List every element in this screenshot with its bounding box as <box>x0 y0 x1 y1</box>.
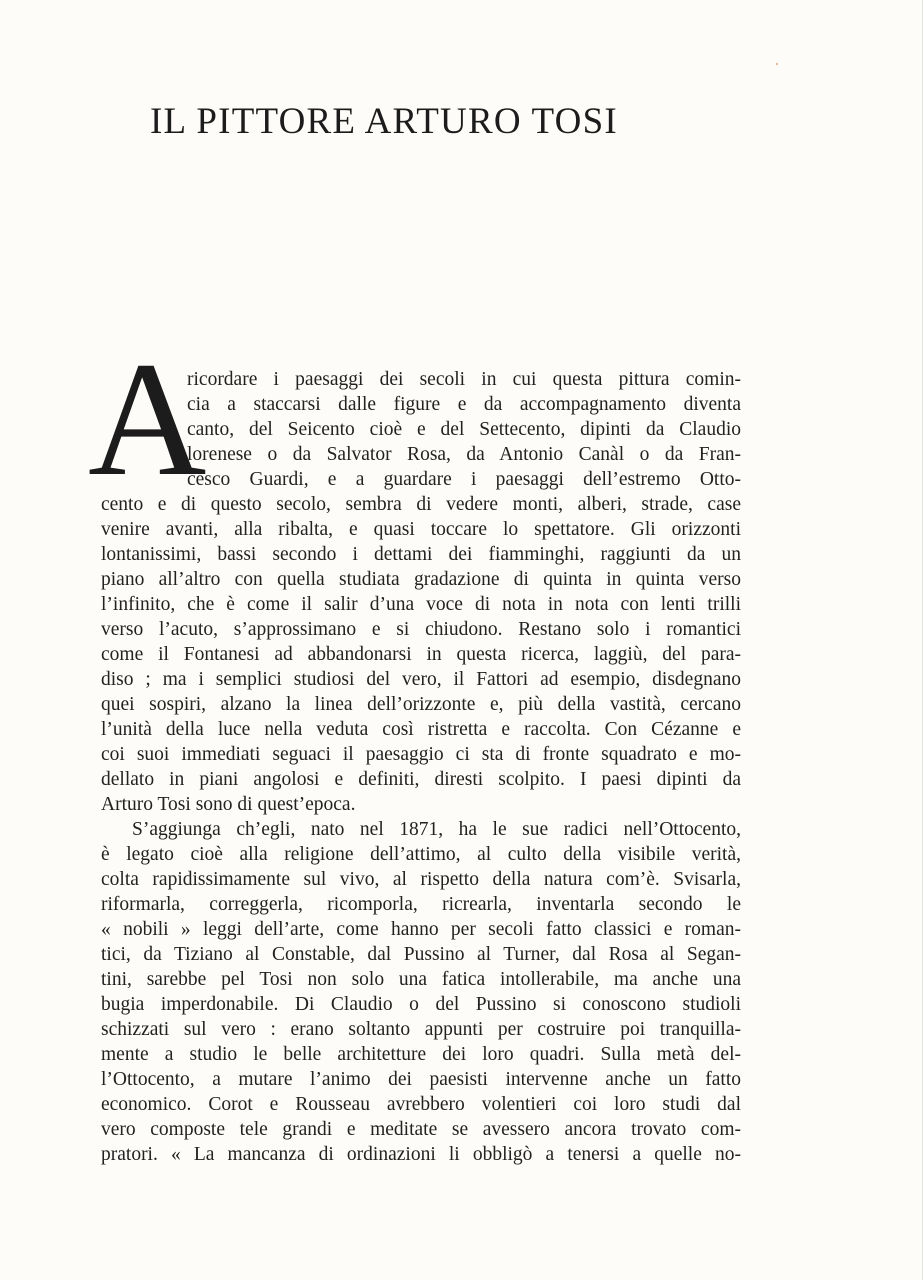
text-line: schizzati sul vero : erano soltanto appunti per costruire poi tranquilla- <box>101 1019 741 1040</box>
text-line: pratori. « La mancanza di ordinazioni li obbligò a tenersi a quelle no- <box>101 1144 741 1165</box>
text-line: ricordare i paesaggi dei secoli in cui questa pittura comin- <box>187 369 741 390</box>
text-line: riformarla, correggerla, ricomporla, ricrearla, inventarla secondo le <box>101 894 741 915</box>
text-line: « nobili » leggi dell’arte, come hanno per secoli fatto classici e roman- <box>101 919 741 940</box>
text-line: colta rapidissimamente sul vivo, al rispetto della natura com’è. Svisarla, <box>101 869 741 890</box>
text-line: coi suoi immediati seguaci il paesaggio ci sta di fronte squadrato e mo- <box>101 744 741 765</box>
text-line: cia a staccarsi dalle figure e da accompagnamento diventa <box>187 394 741 415</box>
text-line: economico. Corot e Rousseau avrebbero volentieri coi loro studi dal <box>101 1094 741 1115</box>
text-line: cesco Guardi, e a guardare i paesaggi dell’estremo Otto- <box>187 469 741 490</box>
text-line: venire avanti, alla ribalta, e quasi toccare lo spettatore. Gli orizzonti <box>101 519 741 540</box>
text-line: S’aggiunga ch’egli, nato nel 1871, ha le sue radici nell’Ottocento, <box>132 819 741 840</box>
text-line: l’unità della luce nella veduta così ristretta e raccolta. Con Cézanne e <box>101 719 741 740</box>
text-line: Arturo Tosi sono di quest’epoca. <box>101 794 356 815</box>
text-line: lorenese o da Salvator Rosa, da Antonio Canàl o da Fran- <box>187 444 741 465</box>
text-line: è legato cioè alla religione dell’attimo, al culto della visibile verità, <box>101 844 741 865</box>
text-line: cento e di questo secolo, sembra di vedere monti, alberi, strade, case <box>101 494 741 515</box>
text-line: lontanissimi, bassi secondo i dettami dei fiamminghi, raggiunti da un <box>101 544 741 565</box>
page-speck <box>776 63 778 65</box>
text-line: bugia imperdonabile. Di Claudio o del Pussino si conoscono studioli <box>101 994 741 1015</box>
text-line: l’infinito, che è come il salir d’una voce di nota in nota con lenti trilli <box>101 594 741 615</box>
text-line: diso ; ma i semplici studiosi del vero, il Fattori ad esempio, disdegnano <box>101 669 741 690</box>
text-line: piano all’altro con quella studiata gradazione di quinta in quinta verso <box>101 569 741 590</box>
text-line: quei sospiri, alzano la linea dell’orizzonte e, più della vastità, cercano <box>101 694 741 715</box>
text-line: mente a studio le belle architetture dei loro quadri. Sulla metà del- <box>101 1044 741 1065</box>
text-line: come il Fontanesi ad abbandonarsi in questa ricerca, laggiù, del para- <box>101 644 741 665</box>
text-line: verso l’acuto, s’approssimano e si chiudono. Restano solo i romantici <box>101 619 741 640</box>
text-line: canto, del Seicento cioè e del Settecento, dipinti da Claudio <box>187 419 741 440</box>
text-line: dellato in piani angolosi e definiti, diresti scolpito. I paesi dipinti da <box>101 769 741 790</box>
page-title: IL PITTORE ARTURO TOSI <box>150 101 618 142</box>
drop-cap: A <box>88 329 207 510</box>
text-line: l’Ottocento, a mutare l’animo dei paesisti intervenne anche un fatto <box>101 1069 741 1090</box>
text-line: tici, da Tiziano al Constable, dal Pussino al Turner, dal Rosa al Segan- <box>101 944 741 965</box>
text-line: vero composte tele grandi e meditate se avessero ancora trovato com- <box>101 1119 741 1140</box>
text-line: tini, sarebbe pel Tosi non solo una fatica intollerabile, ma anche una <box>101 969 741 990</box>
